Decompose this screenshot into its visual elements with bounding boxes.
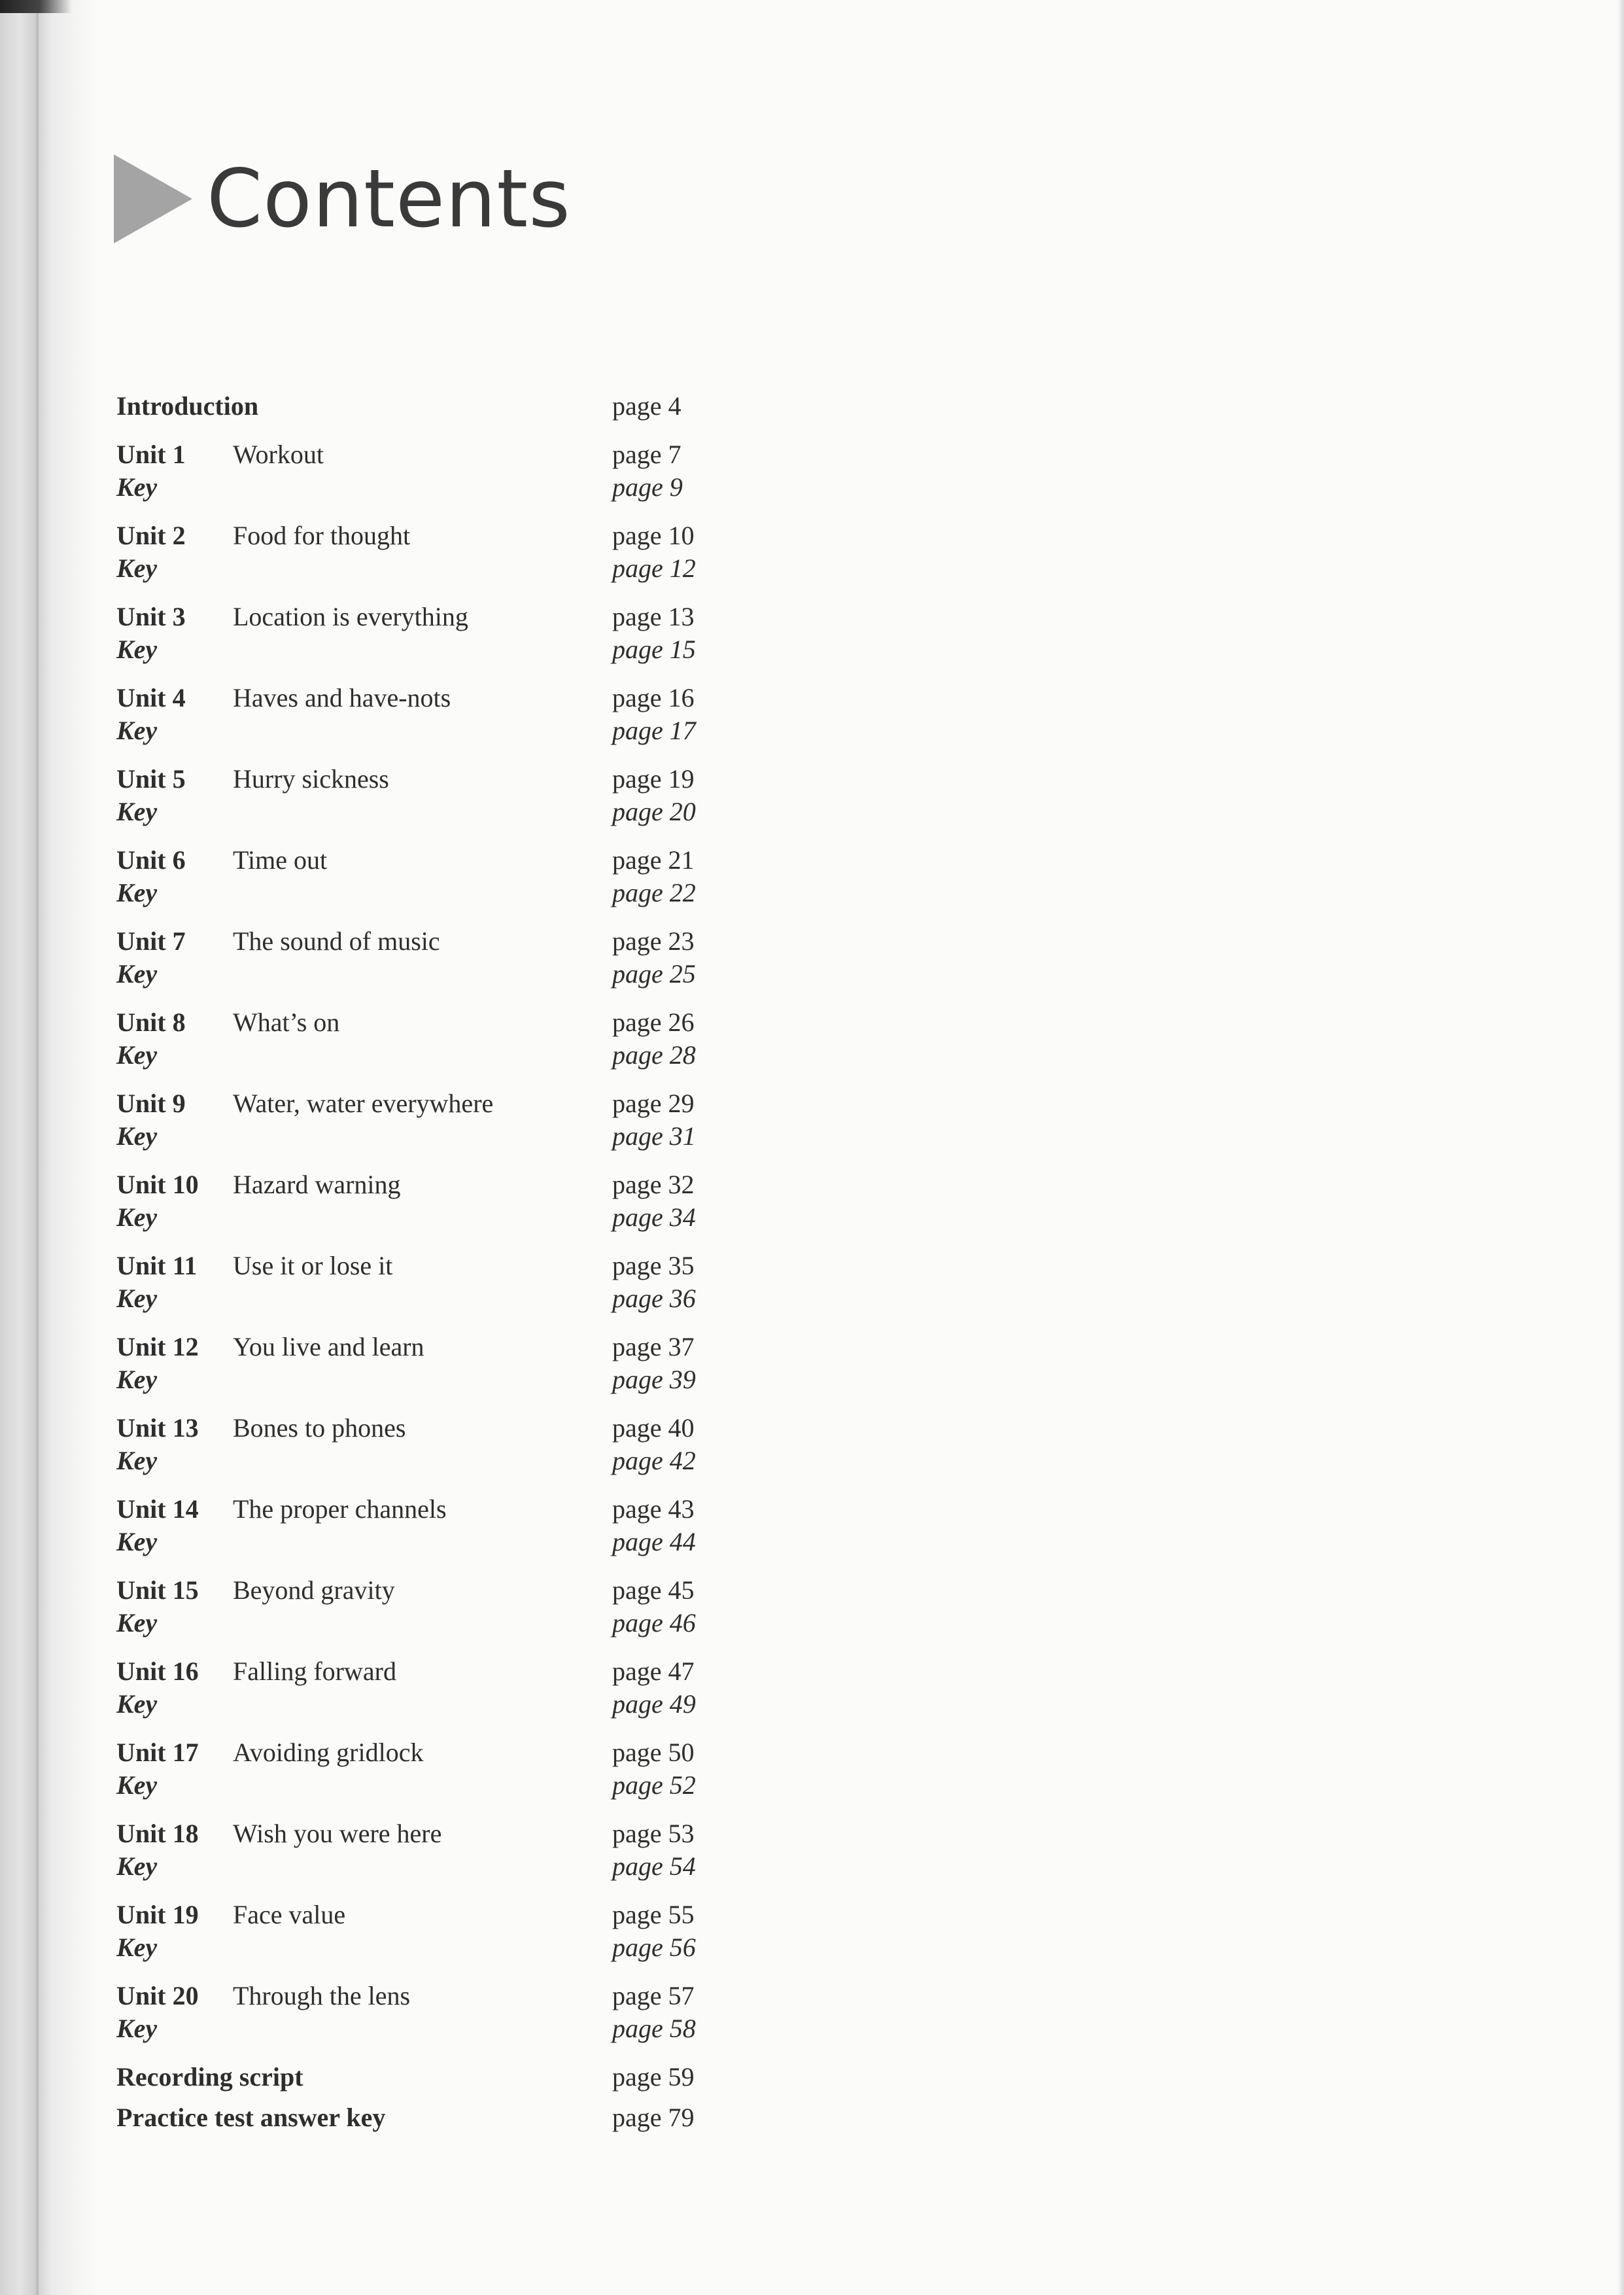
- toc-row-unit: [116, 1412, 744, 1445]
- key-page: page 28: [612, 1040, 696, 1070]
- toc-row-unit: [116, 1817, 744, 1850]
- unit-number: Unit 2: [116, 521, 186, 550]
- unit-number: Unit 9: [116, 1089, 186, 1118]
- toc-label: Introduction: [116, 391, 259, 421]
- toc-row-key: [116, 1039, 744, 1072]
- unit-number: Unit 19: [116, 1900, 199, 1929]
- toc-row-unit: [116, 1899, 744, 1931]
- toc-row-unit: [116, 1250, 744, 1282]
- unit-number: Unit 5: [116, 764, 186, 794]
- toc-row-key: [116, 552, 744, 585]
- unit-title: What’s on: [233, 1007, 340, 1037]
- unit-number: Unit 16: [116, 1656, 199, 1686]
- key-label: Key: [116, 1933, 158, 1962]
- toc-row-key: [116, 1688, 744, 1721]
- unit-number: Unit 14: [116, 1494, 199, 1524]
- key-label: Key: [116, 1121, 158, 1151]
- key-page: page 17: [612, 716, 696, 745]
- key-page: page 58: [612, 2014, 696, 2043]
- toc-row-unit: [116, 1087, 744, 1120]
- unit-number: Unit 17: [116, 1738, 199, 1767]
- toc-row-unit: [116, 1574, 744, 1607]
- toc-row-key: [116, 877, 744, 909]
- key-page: page 34: [612, 1202, 696, 1232]
- unit-page: page 55: [612, 1900, 695, 1929]
- toc-row-recording-script: [116, 2061, 744, 2094]
- toc-row-key: [116, 1850, 744, 1883]
- unit-title: Face value: [233, 1900, 346, 1929]
- unit-page: page 35: [612, 1251, 695, 1280]
- toc-row-unit: [116, 1331, 744, 1363]
- unit-title: Beyond gravity: [233, 1575, 395, 1605]
- toc-row-introduction: [116, 390, 744, 423]
- toc-page: page 4: [612, 391, 682, 421]
- unit-number: Unit 3: [116, 602, 186, 631]
- toc-label: Practice test answer key: [116, 2103, 386, 2132]
- unit-title: Haves and have-nots: [233, 683, 451, 712]
- unit-page: page 26: [612, 1007, 695, 1037]
- toc-row-key: [116, 1769, 744, 1802]
- key-label: Key: [116, 1851, 158, 1881]
- unit-number: Unit 13: [116, 1413, 199, 1443]
- key-label: Key: [116, 959, 158, 989]
- key-label: Key: [116, 716, 158, 745]
- toc-row-unit: [116, 844, 744, 877]
- key-page: page 20: [612, 797, 696, 826]
- unit-page: page 43: [612, 1494, 695, 1524]
- key-page: page 22: [612, 878, 696, 907]
- key-label: Key: [116, 1608, 158, 1638]
- table-of-contents: [116, 390, 744, 2134]
- unit-title: Bones to phones: [233, 1413, 406, 1443]
- unit-number: Unit 10: [116, 1170, 199, 1199]
- triangle-arrow-icon: [114, 154, 192, 243]
- toc-page: page 79: [612, 2103, 695, 2132]
- page-title: Contents: [207, 152, 571, 245]
- contents-header: [114, 154, 571, 243]
- unit-number: Unit 1: [116, 440, 186, 469]
- page-edge: [1617, 0, 1624, 2295]
- toc-row-unit: [116, 1736, 744, 1769]
- toc-row-key: [116, 796, 744, 828]
- unit-title: Through the lens: [233, 1981, 411, 2010]
- key-page: page 25: [612, 959, 696, 989]
- unit-title: Location is everything: [233, 602, 468, 631]
- unit-title: The sound of music: [233, 926, 440, 956]
- key-label: Key: [116, 1202, 158, 1232]
- key-label: Key: [116, 878, 158, 907]
- unit-page: page 19: [612, 764, 695, 794]
- key-page: page 12: [612, 553, 696, 583]
- unit-title: Workout: [233, 440, 324, 469]
- toc-row-key: [116, 1931, 744, 1964]
- unit-page: page 16: [612, 683, 695, 712]
- key-page: page 36: [612, 1284, 696, 1313]
- key-label: Key: [116, 1527, 158, 1556]
- unit-list: [116, 438, 744, 2045]
- unit-title: Use it or lose it: [233, 1251, 393, 1280]
- toc-row-unit: [116, 763, 744, 796]
- unit-title: Falling forward: [233, 1656, 396, 1686]
- corner-mark: [0, 0, 72, 13]
- toc-row-key: [116, 1201, 744, 1234]
- toc-page: page 59: [612, 2062, 695, 2092]
- unit-page: page 53: [612, 1819, 695, 1848]
- toc-row-key: [116, 1607, 744, 1639]
- toc-row-key: [116, 471, 744, 504]
- unit-page: page 45: [612, 1575, 695, 1605]
- key-page: page 31: [612, 1121, 696, 1151]
- toc-row-unit: [116, 1655, 744, 1688]
- toc-label: Recording script: [116, 2062, 303, 2092]
- key-page: page 9: [612, 472, 683, 502]
- key-label: Key: [116, 2014, 158, 2043]
- unit-page: page 7: [612, 440, 682, 469]
- toc-row-key: [116, 1363, 744, 1396]
- toc-row-unit: [116, 1006, 744, 1039]
- unit-number: Unit 7: [116, 926, 186, 956]
- unit-title: Food for thought: [233, 521, 411, 550]
- unit-number: Unit 12: [116, 1332, 199, 1361]
- unit-page: page 40: [612, 1413, 695, 1443]
- book-gutter: [0, 0, 98, 2295]
- unit-title: You live and learn: [233, 1332, 424, 1361]
- key-page: page 42: [612, 1446, 696, 1475]
- toc-row-key: [116, 1120, 744, 1153]
- unit-title: Wish you were here: [233, 1819, 442, 1848]
- unit-title: Hurry sickness: [233, 764, 389, 794]
- unit-page: page 57: [612, 1981, 695, 2010]
- unit-number: Unit 4: [116, 683, 186, 712]
- unit-page: page 50: [612, 1738, 695, 1767]
- unit-title: Avoiding gridlock: [233, 1738, 424, 1767]
- key-label: Key: [116, 472, 158, 502]
- unit-page: page 23: [612, 926, 695, 956]
- key-label: Key: [116, 1689, 158, 1719]
- key-page: page 44: [612, 1527, 696, 1556]
- toc-row-unit: [116, 438, 744, 471]
- key-page: page 49: [612, 1689, 696, 1719]
- unit-title: The proper channels: [233, 1494, 447, 1524]
- toc-row-unit: [116, 1168, 744, 1201]
- toc-row-key: [116, 958, 744, 990]
- unit-page: page 10: [612, 521, 695, 550]
- unit-number: Unit 8: [116, 1007, 186, 1037]
- toc-row-unit: [116, 519, 744, 552]
- key-label: Key: [116, 1365, 158, 1394]
- toc-row-unit: [116, 1493, 744, 1526]
- key-page: page 56: [612, 1933, 696, 1962]
- key-label: Key: [116, 1446, 158, 1475]
- toc-row-key: [116, 2012, 744, 2045]
- key-page: page 54: [612, 1851, 696, 1881]
- key-page: page 39: [612, 1365, 696, 1394]
- toc-row-key: [116, 1445, 744, 1477]
- key-label: Key: [116, 1770, 158, 1800]
- unit-title: Hazard warning: [233, 1170, 401, 1199]
- unit-page: page 29: [612, 1089, 695, 1118]
- key-label: Key: [116, 797, 158, 826]
- gutter-line: [36, 0, 39, 2295]
- key-page: page 15: [612, 635, 696, 664]
- key-label: Key: [116, 553, 158, 583]
- toc-row-key: [116, 633, 744, 666]
- toc-row-key: [116, 1526, 744, 1558]
- unit-page: page 47: [612, 1656, 695, 1686]
- unit-number: Unit 20: [116, 1981, 199, 2010]
- toc-row-unit: [116, 925, 744, 958]
- unit-number: Unit 15: [116, 1575, 199, 1605]
- toc-row-unit: [116, 682, 744, 714]
- toc-row-key: [116, 714, 744, 747]
- toc-row-unit: [116, 601, 744, 633]
- toc-row-key: [116, 1282, 744, 1315]
- key-page: page 52: [612, 1770, 696, 1800]
- unit-number: Unit 11: [116, 1251, 198, 1280]
- key-label: Key: [116, 635, 158, 664]
- unit-page: page 32: [612, 1170, 695, 1199]
- unit-title: Water, water everywhere: [233, 1089, 494, 1118]
- unit-page: page 21: [612, 845, 695, 875]
- unit-page: page 13: [612, 602, 695, 631]
- unit-number: Unit 18: [116, 1819, 199, 1848]
- toc-row-unit: [116, 1980, 744, 2012]
- unit-title: Time out: [233, 845, 328, 875]
- toc-row-practice-test: [116, 2101, 744, 2134]
- unit-number: Unit 6: [116, 845, 186, 875]
- unit-page: page 37: [612, 1332, 695, 1361]
- key-label: Key: [116, 1040, 158, 1070]
- key-page: page 46: [612, 1608, 696, 1638]
- key-label: Key: [116, 1284, 158, 1313]
